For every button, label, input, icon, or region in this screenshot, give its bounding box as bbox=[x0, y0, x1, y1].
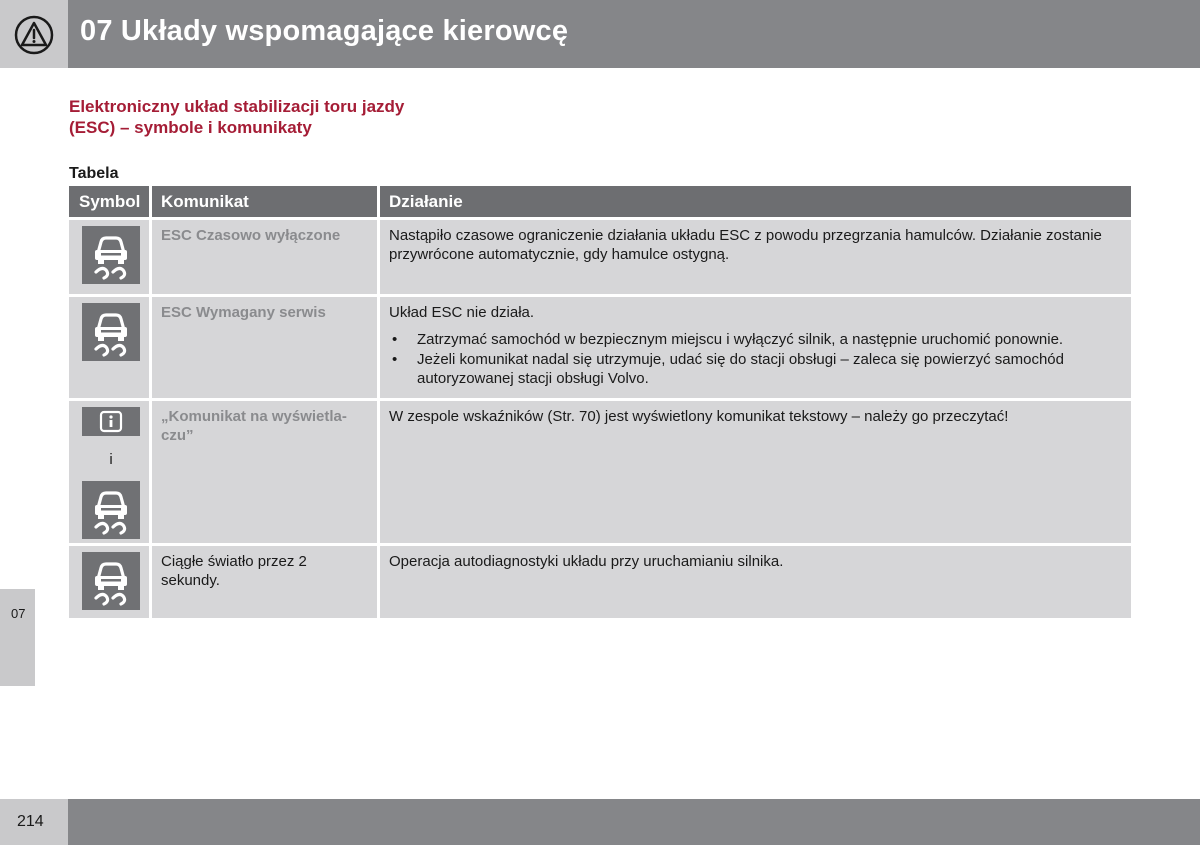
esc-skid-icon bbox=[82, 481, 140, 539]
message-cell bbox=[152, 297, 380, 398]
esc-skid-icon bbox=[82, 226, 140, 284]
header-tab bbox=[0, 0, 68, 68]
message-text: ESC Czasowo wyłączone bbox=[161, 227, 341, 244]
symbol-cell bbox=[69, 546, 152, 618]
symbol-joiner: i bbox=[109, 451, 113, 468]
chapter-side-tab-label: 07 bbox=[11, 606, 26, 621]
warning-triangle-icon bbox=[14, 15, 54, 55]
action-cell bbox=[380, 546, 1131, 618]
esc-symbols-table bbox=[69, 186, 1131, 618]
page-number: 214 bbox=[17, 813, 44, 830]
message-cell bbox=[152, 546, 380, 618]
table-row bbox=[69, 220, 1131, 297]
esc-skid-icon bbox=[82, 303, 140, 361]
action-cell bbox=[380, 220, 1131, 294]
symbol-cell bbox=[69, 297, 152, 398]
action-bullet: • Jeżeli komunikat nadal się utrzymuje, udać się do stacji obsługi – zaleca się powierzyć samochód autoryzowanej stacji obsługi Volvo. bbox=[389, 350, 1122, 388]
action-text: Nastąpiło czasowe ograniczenie działania układu ESC z powodu przegrzania hamulców. Działanie zostanie przywrócone automatycznie, gdy hamulce ostygną. bbox=[389, 227, 1102, 263]
footer-bar bbox=[68, 799, 1200, 845]
footer-page-tab bbox=[0, 799, 68, 845]
message-cell bbox=[152, 220, 380, 294]
action-cell bbox=[380, 297, 1131, 398]
action-text: Operacja autodiagnostyki układu przy uruchamianiu silnika. bbox=[389, 553, 784, 570]
esc-skid-icon bbox=[82, 552, 140, 610]
chapter-side-tab bbox=[0, 589, 35, 686]
section-title: Elektroniczny układ stabilizacji toru jazdy (ESC) – symbole i komunikaty bbox=[69, 97, 405, 137]
info-message-icon bbox=[82, 407, 140, 436]
action-bullet-list bbox=[389, 330, 1122, 388]
table-row bbox=[69, 401, 1131, 546]
message-text: „Komunikat na wyświetla-czu” bbox=[161, 408, 347, 444]
table-row bbox=[69, 297, 1131, 401]
message-text: Ciągłe światło przez 2 sekundy. bbox=[161, 553, 307, 589]
column-header-message: Komunikat bbox=[152, 186, 380, 217]
action-cell bbox=[380, 401, 1131, 543]
action-text: Układ ESC nie działa. bbox=[389, 304, 535, 321]
table-header-row bbox=[69, 186, 1131, 220]
symbol-cell bbox=[69, 401, 152, 543]
action-text: W zespole wskaźników (Str. 70) jest wyświetlony komunikat tekstowy – należy go przeczytać! bbox=[389, 408, 1009, 425]
chapter-title: 07 Układy wspomagające kierowcę bbox=[80, 15, 569, 47]
table-row bbox=[69, 546, 1131, 618]
message-text: ESC Wymagany serwis bbox=[161, 304, 326, 321]
table-caption: Tabela bbox=[69, 165, 119, 182]
message-cell bbox=[152, 401, 380, 543]
column-header-symbol: Symbol bbox=[69, 186, 152, 217]
column-header-action: Działanie bbox=[389, 192, 463, 211]
header-bar bbox=[68, 0, 1200, 68]
action-bullet: • Zatrzymać samochód w bezpiecznym miejscu i wyłączyć silnik, a następnie uruchomić ponownie. bbox=[389, 330, 1122, 349]
symbol-cell bbox=[69, 220, 152, 294]
